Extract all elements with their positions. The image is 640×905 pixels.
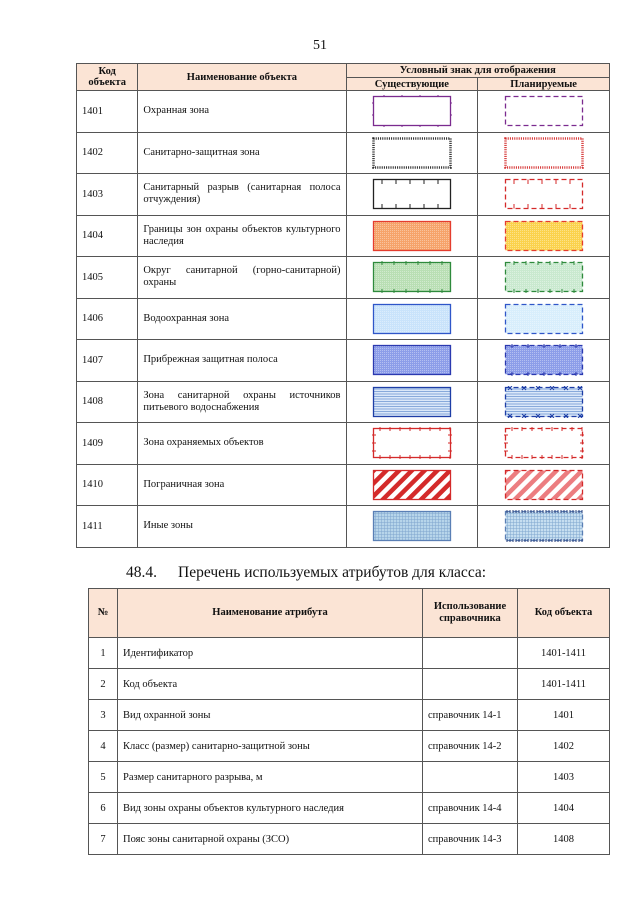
header-name: Наименование объекта (138, 64, 346, 91)
attribute-row (89, 731, 610, 762)
planned-symbol-cell (478, 215, 610, 257)
object-name: Охранная зона (138, 91, 346, 133)
object-code: 1409 (77, 423, 138, 465)
attr-name: Вид охранной зоны (118, 700, 423, 731)
existing-symbol-1405 (372, 261, 452, 293)
existing-symbol-cell (346, 298, 478, 340)
planned-symbol-1407 (504, 344, 584, 376)
existing-symbol-1410 (372, 469, 452, 501)
object-code: 1411 (77, 506, 138, 548)
object-name: Прибрежная защитная полоса (138, 340, 346, 382)
attribute-row (89, 638, 610, 669)
attr-object-code: 1404 (518, 793, 610, 824)
object-code: 1404 (77, 215, 138, 257)
header-planned: Планируемые (478, 78, 610, 91)
planned-symbol-1410 (504, 469, 584, 501)
section-title: Перечень используемых атрибутов для класса: (178, 564, 487, 581)
object-name: Границы зон охраны объектов культурного наследия (138, 215, 346, 257)
planned-symbol-cell (478, 506, 610, 548)
planned-symbol-cell (478, 174, 610, 216)
attr-number: 2 (89, 669, 118, 700)
attr-object-code: 1408 (518, 824, 610, 855)
attr-name: Вид зоны охраны объектов культурного наследия (118, 793, 423, 824)
existing-symbol-1408 (372, 386, 452, 418)
existing-symbol-cell (346, 423, 478, 465)
attr-name: Код объекта (118, 669, 423, 700)
existing-symbol-1406 (372, 303, 452, 335)
existing-symbol-cell (346, 340, 478, 382)
attr-number: 1 (89, 638, 118, 669)
object-name: Санитарный разрыв (санитарная полоса отчуждения) (138, 174, 346, 216)
planned-symbol-1406 (504, 303, 584, 335)
section-number: 48.4. (126, 564, 157, 581)
attr-name: Пояс зоны санитарной охраны (ЗСО) (118, 824, 423, 855)
attr-number: 7 (89, 824, 118, 855)
object-code: 1403 (77, 174, 138, 216)
existing-symbol-1403 (372, 178, 452, 210)
attribute-row (89, 762, 610, 793)
attr-reference: справочник 14-2 (423, 731, 518, 762)
attribute-row (89, 824, 610, 855)
symbol-table (76, 63, 610, 548)
attr-number: 4 (89, 731, 118, 762)
existing-symbol-1401 (372, 95, 452, 127)
attr-header-ref: Использование справочника (423, 589, 518, 638)
symbol-row-1402 (77, 132, 610, 174)
object-name: Санитарно-защитная зона (138, 132, 346, 174)
attr-name: Идентификатор (118, 638, 423, 669)
attr-number: 6 (89, 793, 118, 824)
planned-symbol-cell (478, 423, 610, 465)
attr-reference (423, 638, 518, 669)
attr-reference: справочник 14-4 (423, 793, 518, 824)
attr-object-code: 1402 (518, 731, 610, 762)
attr-reference (423, 762, 518, 793)
attribute-row (89, 793, 610, 824)
object-code: 1402 (77, 132, 138, 174)
planned-symbol-cell (478, 298, 610, 340)
attribute-row (89, 669, 610, 700)
existing-symbol-cell (346, 174, 478, 216)
existing-symbol-1409 (372, 427, 452, 459)
symbol-row-1403 (77, 174, 610, 216)
object-code: 1410 (77, 464, 138, 506)
header-existing: Существующие (346, 78, 478, 91)
existing-symbol-cell (346, 506, 478, 548)
planned-symbol-cell (478, 464, 610, 506)
attribute-row (89, 700, 610, 731)
symbol-row-1409 (77, 423, 610, 465)
object-name: Пограничная зона (138, 464, 346, 506)
attr-reference: справочник 14-1 (423, 700, 518, 731)
planned-symbol-cell (478, 340, 610, 382)
attr-name: Класс (размер) санитарно-защитной зоны (118, 731, 423, 762)
symbol-row-1405 (77, 257, 610, 299)
planned-symbol-1402 (504, 137, 584, 169)
attr-header-n: № (89, 589, 118, 638)
attr-name: Размер санитарного разрыва, м (118, 762, 423, 793)
attribute-table (88, 588, 610, 855)
planned-symbol-cell (478, 257, 610, 299)
existing-symbol-1402 (372, 137, 452, 169)
symbol-row-1408 (77, 381, 610, 423)
attr-object-code: 1401 (518, 700, 610, 731)
planned-symbol-1403 (504, 178, 584, 210)
attr-object-code: 1401-1411 (518, 638, 610, 669)
attr-object-code: 1401-1411 (518, 669, 610, 700)
existing-symbol-1404 (372, 220, 452, 252)
section-heading (126, 564, 486, 582)
planned-symbol-1408 (504, 386, 584, 418)
object-code: 1405 (77, 257, 138, 299)
existing-symbol-cell (346, 91, 478, 133)
object-code: 1406 (77, 298, 138, 340)
object-name: Зона охраняемых объектов (138, 423, 346, 465)
planned-symbol-cell (478, 91, 610, 133)
existing-symbol-1407 (372, 344, 452, 376)
object-name: Зона санитарной охраны источников питьевого водоснабжения (138, 381, 346, 423)
symbol-row-1401 (77, 91, 610, 133)
existing-symbol-cell (346, 215, 478, 257)
existing-symbol-cell (346, 464, 478, 506)
existing-symbol-cell (346, 257, 478, 299)
object-code: 1407 (77, 340, 138, 382)
object-name: Иные зоны (138, 506, 346, 548)
symbol-row-1411 (77, 506, 610, 548)
object-name: Округ санитарной (горно-санитарной) охраны (138, 257, 346, 299)
attr-number: 5 (89, 762, 118, 793)
planned-symbol-1405 (504, 261, 584, 293)
object-code: 1401 (77, 91, 138, 133)
attr-header-name: Наименование атрибута (118, 589, 423, 638)
object-code: 1408 (77, 381, 138, 423)
existing-symbol-1411 (372, 510, 452, 542)
symbol-row-1406 (77, 298, 610, 340)
header-code: Код объекта (77, 64, 138, 91)
attr-number: 3 (89, 700, 118, 731)
symbol-row-1410 (77, 464, 610, 506)
object-name: Водоохранная зона (138, 298, 346, 340)
planned-symbol-cell (478, 132, 610, 174)
attr-object-code: 1403 (518, 762, 610, 793)
symbol-row-1407 (77, 340, 610, 382)
planned-symbol-cell (478, 381, 610, 423)
planned-symbol-1409 (504, 427, 584, 459)
planned-symbol-1401 (504, 95, 584, 127)
header-symbol: Условный знак для отображения (346, 64, 610, 78)
symbol-row-1404 (77, 215, 610, 257)
planned-symbol-1411 (504, 510, 584, 542)
attr-reference (423, 669, 518, 700)
page-number: 51 (313, 38, 327, 53)
attr-header-code: Код объекта (518, 589, 610, 638)
attr-reference: справочник 14-3 (423, 824, 518, 855)
planned-symbol-1404 (504, 220, 584, 252)
existing-symbol-cell (346, 132, 478, 174)
existing-symbol-cell (346, 381, 478, 423)
